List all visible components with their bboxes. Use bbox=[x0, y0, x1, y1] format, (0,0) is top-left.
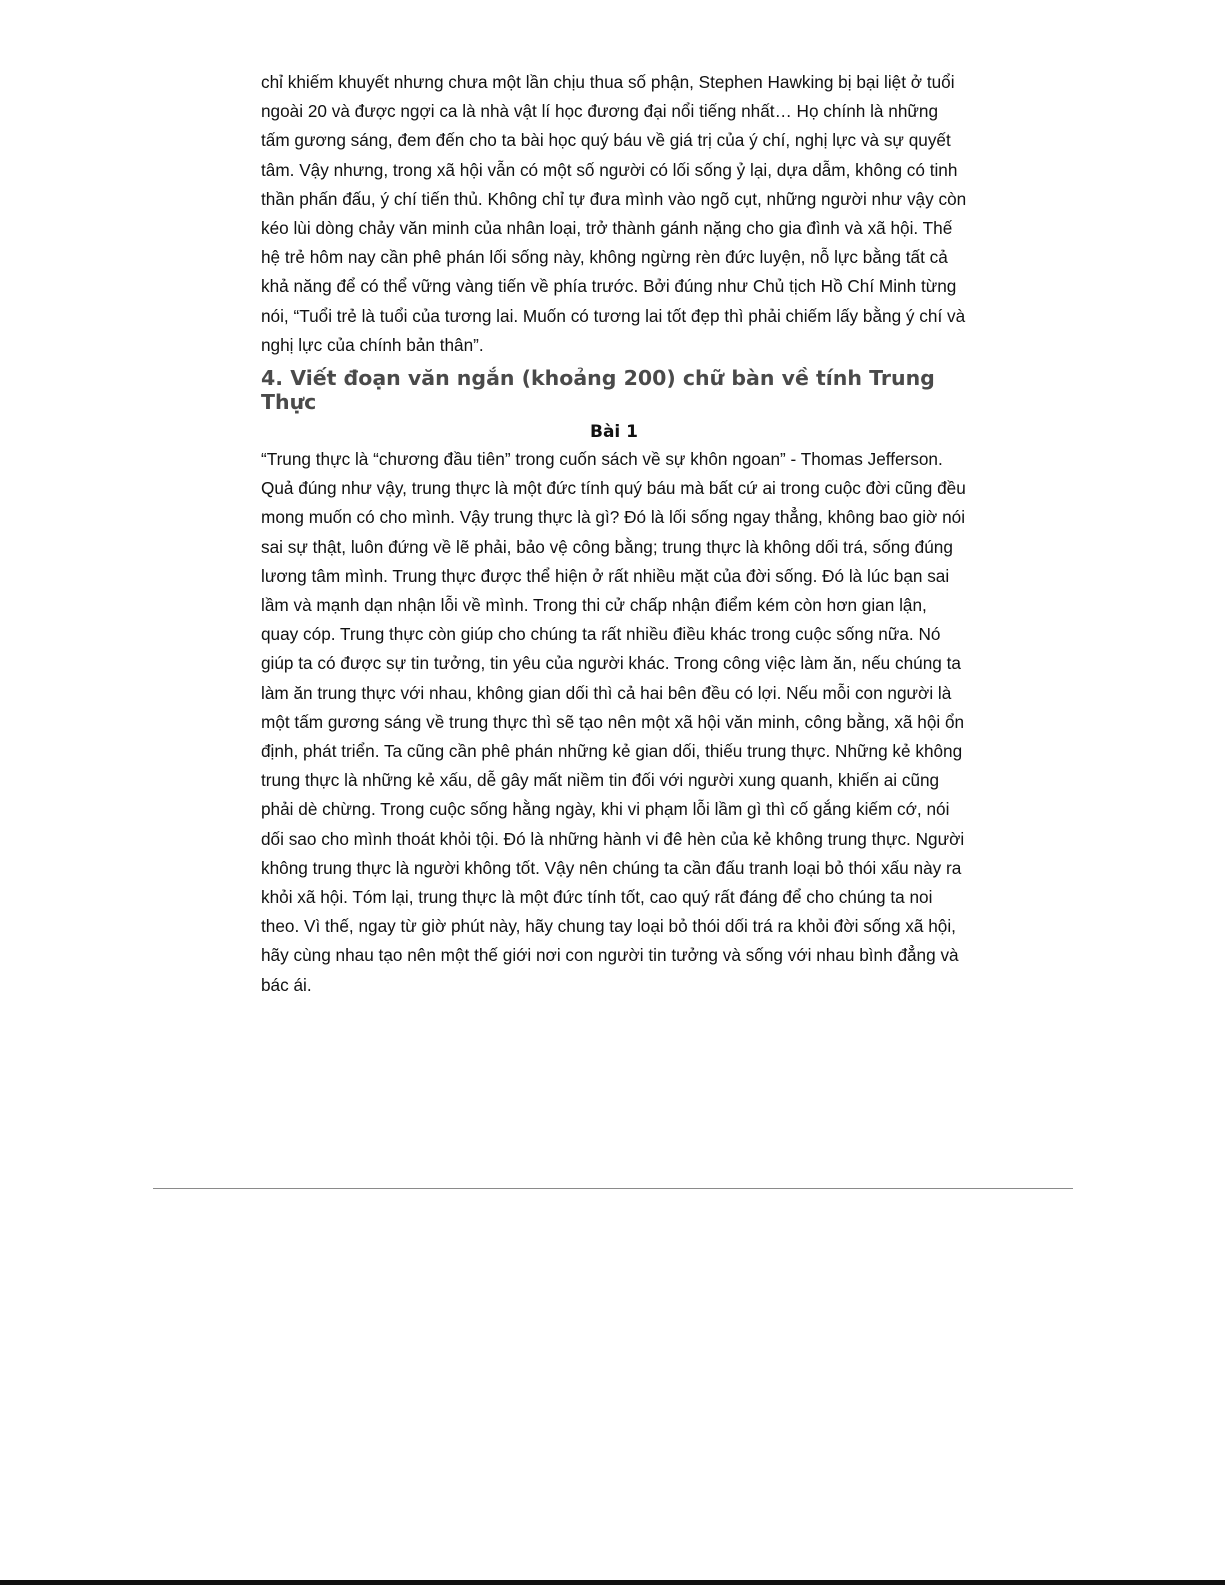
body-paragraph-honesty: “Trung thực là “chương đầu tiên” trong cuốn sách về sự khôn ngoan” - Thomas Jefferson. Quả đúng như vậy, trung thực là một đức tính quý báu mà bất cứ ai trong cuộc đời cũng đều mong muốn có cho mình. Vậy trung thực là gì? Đó là lối sống ngay thẳng, không bao giờ nói sai sự thật, luôn đứng về lẽ phải, bảo vệ công bằng; trung thực là không dối trá, sống đúng lương tâm mình. Trung thực được thể hiện ở rất nhiều mặt của đời sống. Đó là lúc bạn sai lầm và mạnh dạn nhận lỗi về mình. Trong thi cử chấp nhận điểm kém còn hơn gian lận, quay cóp. Trung thực còn giúp cho chúng ta rất nhiều điều khác trong cuộc sống nữa. Nó giúp ta có được sự tin tưởng, tin yêu của người khác. Trong công việc làm ăn, nếu chúng ta làm ăn trung thực với nhau, không gian dối thì cả hai bên đều có lợi. Nếu mỗi con người là một tấm gương sáng về trung thực thì sẽ tạo nên một xã hội văn minh, công bằng, xã hội ổn định, phát triển. Ta cũng cần phê phán những kẻ gian dối, thiếu trung thực. Những kẻ không trung thực là những kẻ xấu, dễ gây mất niềm tin đối với người xung quanh, khiến ai cũng phải dè chừng. Trong cuộc sống hằng ngày, khi vi phạm lỗi lầm gì thì cố gắng kiếm cớ, nói dối sao cho mình thoát khỏi tội. Đó là những hành vi đê hèn của kẻ không trung thực. Người không trung thực là người không tốt. Vậy nên chúng ta cần đấu tranh loại bỏ thói xấu này ra khỏi xã hội. Tóm lại, trung thực là một đức tính tốt, cao quý rất đáng để cho chúng ta noi theo. Vì thế, ngay từ giờ phút này, hãy chung tay loại bỏ thói dối trá ra khỏi đời sống xã hội, hãy cùng nhau tạo nên một thế giới nơi con người tin tưởng và sống với nhau bình đẳng và bác ái. bbox=[261, 449, 966, 995]
document-content bbox=[261, 68, 967, 1000]
body-paragraph-willpower: chỉ khiếm khuyết nhưng chưa một lần chịu thua số phận, Stephen Hawking bị bại liệt ở tuổi ngoài 20 và được ngợi ca là nhà vật lí học đương đại nổi tiếng nhất… Họ chính là những tấm gương sáng, đem đến cho ta bài học quý báu về giá trị của ý chí, nghị lực và sự quyết tâm. Vậy nhưng, trong xã hội vẫn có một số người có lối sống ỷ lại, dựa dẫm, không có tinh thần phấn đấu, ý chí tiến thủ. Không chỉ tự đưa mình vào ngõ cụt, những người như vậy còn kéo lùi dòng chảy văn minh của nhân loại, trở thành gánh nặng cho gia đình và xã hội. Thế hệ trẻ hôm nay cần phê phán lối sống này, không ngừng rèn đức luyện, nỗ lực bằng tất cả khả năng để có thể vững vàng tiến về phía trước. Bởi đúng như Chủ tịch Hồ Chí Minh từng nói, “Tuổi trẻ là tuổi của tương lai. Muốn có tương lai tốt đẹp thì phải chiếm lấy bằng ý chí và nghị lực của chính bản thân”. bbox=[261, 72, 967, 355]
bottom-edge-bar bbox=[0, 1580, 1225, 1585]
essay-subheading: Bài 1 bbox=[589, 422, 638, 443]
page-divider bbox=[153, 1188, 1073, 1189]
section-heading: 4. Viết đoạn văn ngắn (khoảng 200) chữ bàn về tính Trung Thực bbox=[261, 366, 935, 415]
